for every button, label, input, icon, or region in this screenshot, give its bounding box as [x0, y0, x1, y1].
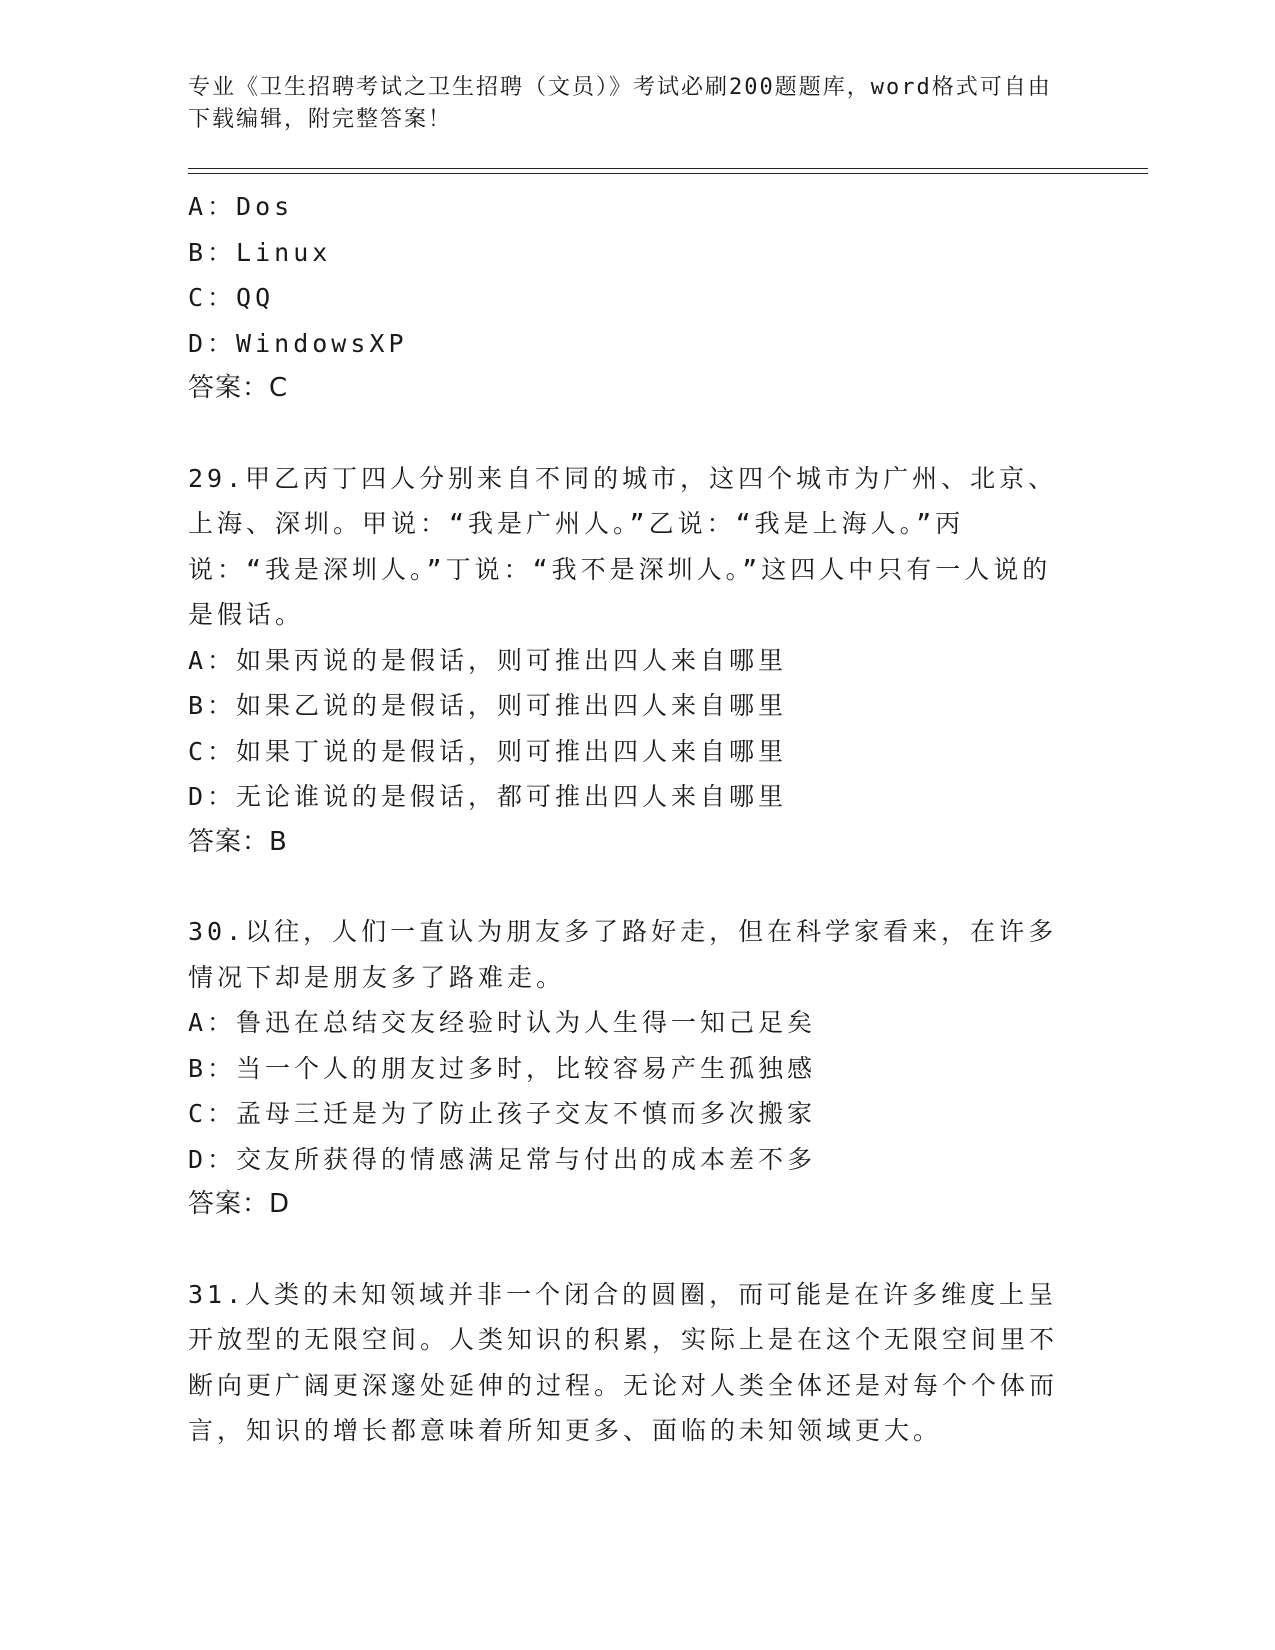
- spacer: [188, 1228, 1148, 1272]
- option-a: A：鲁迅在总结交友经验时认为人生得一知己足矣: [188, 1008, 817, 1037]
- spacer: [188, 865, 1148, 909]
- document-page: [188, 72, 1148, 1454]
- option-c: C：孟母三迁是为了防止孩子交友不慎而多次搬家: [188, 1099, 817, 1128]
- question-stem: 29.甲乙丙丁四人分别来自不同的城市，这四个城市为广州、北京、上海、深圳。甲说：“我是广州人。”乙说：“我是上海人。”丙说：“我是深圳人。”丁说：“我不是深圳人。”这四人中只有一人说的是假话。: [188, 463, 1058, 629]
- option-c: C：如果丁说的是假话，则可推出四人来自哪里: [188, 736, 788, 766]
- header-divider: [188, 168, 1148, 174]
- question-28-tail: [188, 184, 1148, 412]
- question-30: [188, 909, 1148, 1228]
- option-c: C：QQ: [188, 283, 275, 312]
- question-29: [188, 456, 1148, 866]
- option-b: B：当一个人的朋友过多时，比较容易产生孤独感: [188, 1053, 817, 1083]
- question-stem: 30.以往，人们一直认为朋友多了路好走，但在科学家看来，在许多情况下却是朋友多了路难走。: [188, 917, 1058, 992]
- answer-line: 答案：D: [188, 1189, 291, 1219]
- option-a: A：Dos: [188, 192, 294, 221]
- option-d: D：无论谁说的是假话，都可推出四人来自哪里: [188, 782, 788, 811]
- option-a: A：如果丙说的是假话，则可推出四人来自哪里: [188, 645, 788, 675]
- option-d: D：交友所获得的情感满足常与付出的成本差不多: [188, 1144, 817, 1174]
- document-header: 专业《卫生招聘考试之卫生招聘（文员）》考试必刷200题题库，word格式可自由下载编辑，附完整答案！: [188, 75, 1052, 132]
- question-list: [188, 184, 1148, 1454]
- question-stem: 31.人类的未知领域并非一个闭合的圆圈，而可能是在许多维度上呈开放型的无限空间。人类知识的积累，实际上是在这个无限空间里不断向更广阔更深邃处延伸的过程。无论对人类全体还是对每个个体而言，知识的增长都意味着所知更多、面临的未知领域更大。: [188, 1279, 1059, 1445]
- answer-line: 答案：B: [188, 826, 288, 857]
- option-b: B：Linux: [188, 237, 332, 267]
- question-31: [188, 1272, 1148, 1454]
- answer-line: 答案：C: [188, 373, 289, 403]
- option-d: D：WindowsXP: [188, 328, 408, 358]
- option-b: B：如果乙说的是假话，则可推出四人来自哪里: [188, 691, 788, 720]
- spacer: [188, 412, 1148, 456]
